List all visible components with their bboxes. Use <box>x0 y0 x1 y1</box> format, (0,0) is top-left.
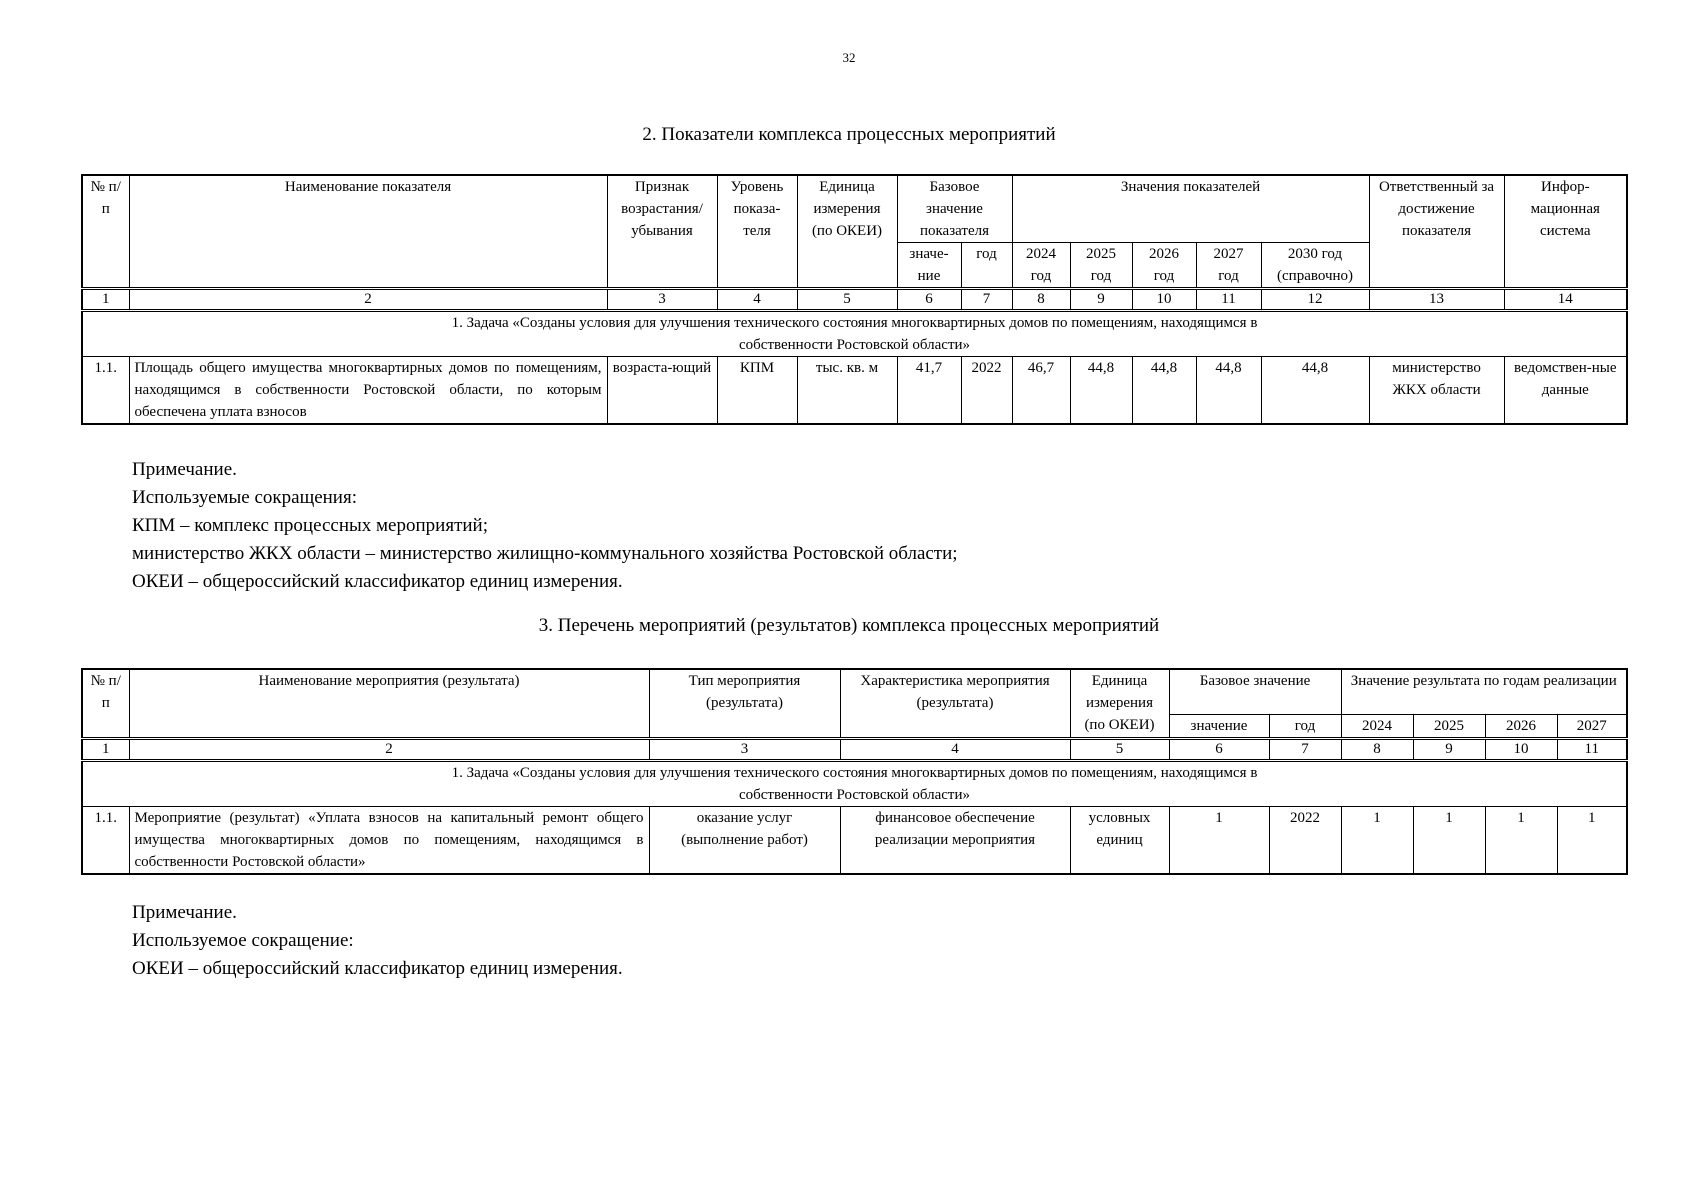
row-level: КПМ <box>717 357 797 425</box>
row-num: 1.1. <box>82 357 129 425</box>
header-base-year: год <box>1269 715 1341 739</box>
row-unit: тыс. кв. м <box>797 357 897 425</box>
col-number: 3 <box>649 739 840 761</box>
note-line: КПМ – комплекс процессных мероприятий; <box>132 515 488 536</box>
row-activity-name: Мероприятие (результат) «Уплата взносов на капитальный ремонт общего имущества многоквартирных домов по помещениям, находящимся в собственности Ростовской области» <box>129 807 649 875</box>
col-number: 5 <box>1070 739 1169 761</box>
header-unit: Единица измерения (по ОКЕИ) <box>797 175 897 289</box>
note-line: Примечание. <box>132 459 237 480</box>
header-2025: 2025 год <box>1070 243 1132 289</box>
header-2024: 2024 год <box>1012 243 1070 289</box>
row-2027: 44,8 <box>1196 357 1261 425</box>
note-line: ОКЕИ – общероссийский классификатор единиц измерения. <box>132 958 623 979</box>
section-3-notes <box>132 899 623 983</box>
section-2-title: 2. Показатели комплекса процессных мероприятий <box>642 124 1056 145</box>
col-number: 9 <box>1413 739 1485 761</box>
row-2026: 1 <box>1485 807 1557 875</box>
col-number: 4 <box>717 289 797 311</box>
row-2027: 1 <box>1557 807 1627 875</box>
header-values: Значения показателей <box>1012 175 1369 243</box>
row-2030: 44,8 <box>1261 357 1369 425</box>
header-base: Базовое значение <box>1169 669 1341 715</box>
row-sign: возраста-ющий <box>607 357 717 425</box>
row-2024: 46,7 <box>1012 357 1070 425</box>
note-line: Используемое сокращение: <box>132 930 354 951</box>
header-2025: 2025 <box>1413 715 1485 739</box>
col-number: 2 <box>129 739 649 761</box>
row-base-year: 2022 <box>961 357 1012 425</box>
column-numbers-row <box>82 739 1627 761</box>
indicators-table <box>81 174 1628 425</box>
col-number: 4 <box>840 739 1070 761</box>
header-type: Тип мероприятия (результата) <box>649 669 840 739</box>
page-number: 32 <box>842 50 856 65</box>
header-2030: 2030 год (справочно) <box>1261 243 1369 289</box>
header-base-value: значе-ние <box>897 243 961 289</box>
row-responsible: министерство ЖКХ области <box>1369 357 1504 425</box>
header-num: № п/п <box>82 175 129 289</box>
note-line: ОКЕИ – общероссийский классификатор единиц измерения. <box>132 571 623 592</box>
header-2027: 2027 год <box>1196 243 1261 289</box>
header-num: № п/п <box>82 669 129 739</box>
col-number: 8 <box>1012 289 1070 311</box>
col-number: 1 <box>82 289 129 311</box>
col-number: 8 <box>1341 739 1413 761</box>
task-title: 1. Задача «Созданы условия для улучшения технического состояния многоквартирных домов по помещениям, находящимся в собственности Ростовской области» <box>82 761 1627 807</box>
note-line: Используемые сокращения: <box>132 487 357 508</box>
header-base: Базовое значение показателя <box>897 175 1012 243</box>
col-number: 10 <box>1485 739 1557 761</box>
row-infosystem: ведомствен-ные данные <box>1504 357 1627 425</box>
header-activity-name: Наименование мероприятия (результата) <box>129 669 649 739</box>
header-indicator-name: Наименование показателя <box>129 175 607 289</box>
col-number: 7 <box>961 289 1012 311</box>
col-number: 6 <box>1169 739 1269 761</box>
task-title: 1. Задача «Созданы условия для улучшения технического состояния многоквартирных домов по помещениям, находящимся в собственности Ростовской области» <box>82 311 1627 357</box>
row-characteristic: финансовое обеспечение реализации мероприятия <box>840 807 1070 875</box>
task-row <box>82 311 1627 357</box>
section-2-notes <box>132 456 958 596</box>
header-2027: 2027 <box>1557 715 1627 739</box>
table-row <box>82 357 1627 425</box>
note-line: министерство ЖКХ области – министерство жилищно-коммунального хозяйства Ростовской области; <box>132 543 958 564</box>
col-number: 6 <box>897 289 961 311</box>
header-sign: Признак возрастания/ убывания <box>607 175 717 289</box>
activities-table <box>81 668 1628 875</box>
header-2024: 2024 <box>1341 715 1413 739</box>
col-number: 12 <box>1261 289 1369 311</box>
row-2024: 1 <box>1341 807 1413 875</box>
header-level: Уровень показа-теля <box>717 175 797 289</box>
col-number: 9 <box>1070 289 1132 311</box>
row-base-value: 1 <box>1169 807 1269 875</box>
section-3-title: 3. Перечень мероприятий (результатов) комплекса процессных мероприятий <box>538 615 1160 636</box>
col-number: 1 <box>82 739 129 761</box>
header-2026: 2026 год <box>1132 243 1196 289</box>
column-numbers-row <box>82 289 1627 311</box>
task-row <box>82 761 1627 807</box>
row-2026: 44,8 <box>1132 357 1196 425</box>
row-base-year: 2022 <box>1269 807 1341 875</box>
row-type: оказание услуг (выполнение работ) <box>649 807 840 875</box>
col-number: 3 <box>607 289 717 311</box>
col-number: 14 <box>1504 289 1627 311</box>
table-row <box>82 807 1627 875</box>
header-base-value: значение <box>1169 715 1269 739</box>
col-number: 7 <box>1269 739 1341 761</box>
row-2025: 1 <box>1413 807 1485 875</box>
header-infosystem: Инфор-мационная система <box>1504 175 1627 289</box>
row-unit: условных единиц <box>1070 807 1169 875</box>
table-header-row <box>82 669 1627 715</box>
header-unit: Единица измерения (по ОКЕИ) <box>1070 669 1169 739</box>
row-indicator-name: Площадь общего имущества многоквартирных домов по помещениям, находящимся в собственности Ростовской области, по которым обеспечена уплата взносов <box>129 357 607 425</box>
header-2026: 2026 <box>1485 715 1557 739</box>
col-number: 10 <box>1132 289 1196 311</box>
row-base-value: 41,7 <box>897 357 961 425</box>
row-num: 1.1. <box>82 807 129 875</box>
header-responsible: Ответственный за достижение показателя <box>1369 175 1504 289</box>
note-line: Примечание. <box>132 902 237 923</box>
row-2025: 44,8 <box>1070 357 1132 425</box>
col-number: 11 <box>1557 739 1627 761</box>
table-header-row <box>82 175 1627 243</box>
col-number: 2 <box>129 289 607 311</box>
header-result: Значение результата по годам реализации <box>1341 669 1627 715</box>
col-number: 5 <box>797 289 897 311</box>
header-characteristic: Характеристика мероприятия (результата) <box>840 669 1070 739</box>
col-number: 13 <box>1369 289 1504 311</box>
col-number: 11 <box>1196 289 1261 311</box>
header-base-year: год <box>961 243 1012 289</box>
